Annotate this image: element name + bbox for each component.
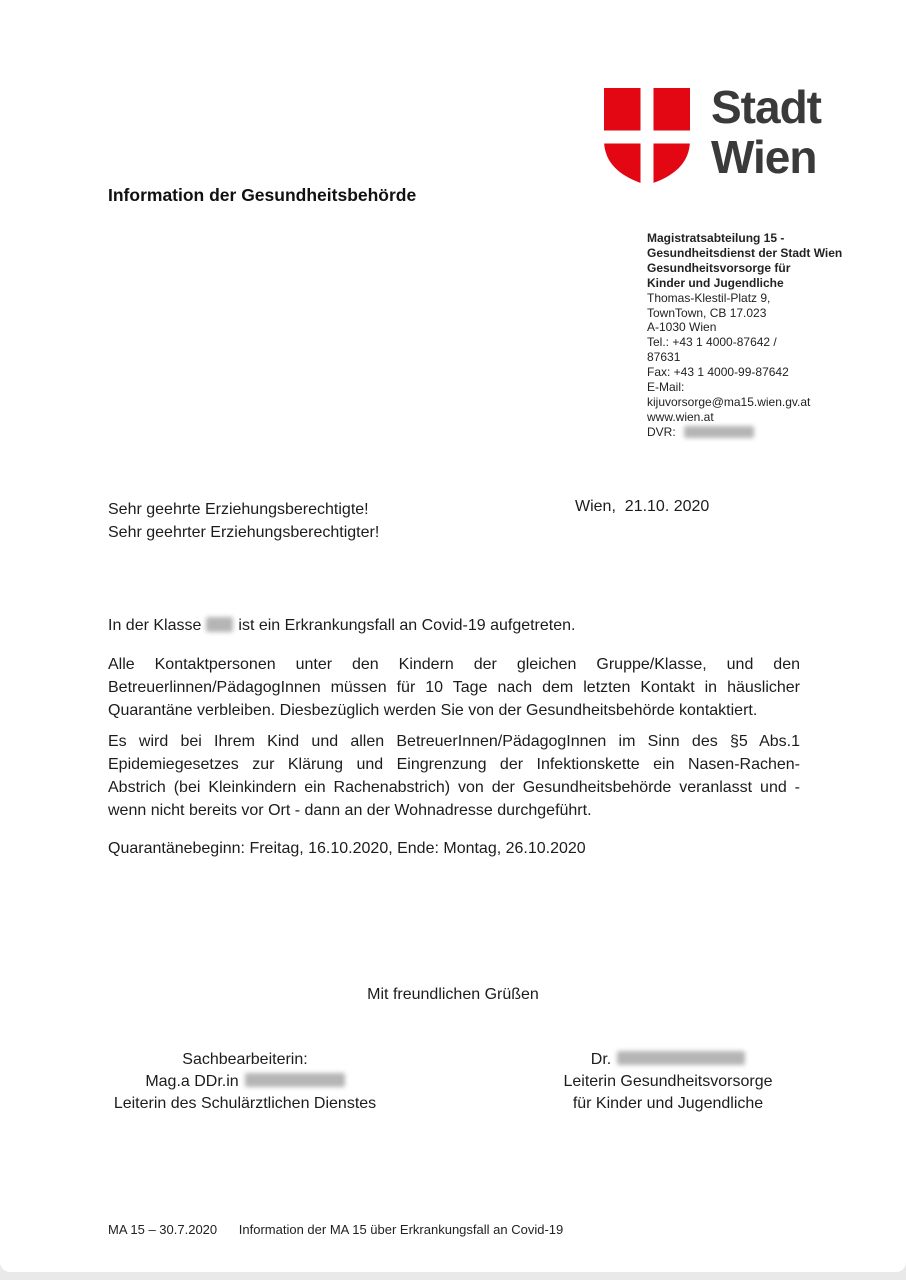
salutation-line: Sehr geehrte Erziehungsberechtigte!: [108, 501, 369, 518]
signature-block-left: [99, 1049, 391, 1115]
case-notice-prefix: In der Klasse: [108, 617, 202, 634]
salutation-line: Sehr geehrter Erziehungsberechtigter!: [108, 524, 380, 541]
paragraph-case-notice: [108, 614, 800, 637]
sender-email-label: E-Mail:: [647, 380, 685, 395]
sender-address-line: Thomas-Klestil-Platz 9,: [647, 290, 771, 305]
logo-wordmark-line1: Stadt: [711, 81, 821, 133]
case-notice-suffix: ist ein Erkrankungsfall an Covid-19 aufgetreten.: [238, 617, 576, 634]
paragraph-line: Betreuerlinnen/PädagogInnen müssen für 10 Tage nach dem letzten Kontakt in häuslicher: [108, 679, 800, 696]
signature-name-prefix: Mag.a DDr.in: [145, 1073, 239, 1090]
class-name-redaction: [206, 617, 233, 632]
sender-address-line: TownTown, CB 17.023: [647, 305, 767, 320]
paragraph-line: Abstrich (bei Kleinkindern ein Rachenabstrich) von der Gesundheitsbehörde veranlasst und -: [108, 779, 800, 796]
paragraph-line: Quarantäne verbleiben. Diesbezüglich werden Sie von der Gesundheitsbehörde kontaktiert.: [108, 702, 758, 719]
paragraph-line: Epidemiegesetzes zur Klärung und Eingrenzung der Infektionskette ein Nasen-Rachen-: [108, 756, 800, 773]
paragraph-quarantine-dates: Quarantänebeginn: Freitag, 16.10.2020, Ende: Montag, 26.10.2020: [108, 840, 586, 857]
salutation: [108, 498, 379, 544]
footer-reference: MA 15 – 30.7.2020: [108, 1222, 218, 1237]
paragraph-testing: [108, 730, 800, 822]
sender-phone-line: 87631: [647, 350, 681, 365]
signature-name-redaction: [617, 1051, 745, 1065]
signature-block-right: [522, 1049, 814, 1115]
footer-line: [108, 1222, 563, 1237]
sender-fax-line: Fax: +43 1 4000-99-87642: [647, 365, 789, 380]
signature-name-prefix: Dr.: [590, 1051, 612, 1068]
page-title: Information der Gesundheitsbehörde: [108, 185, 417, 205]
place-and-date: Wien, 21.10. 2020: [575, 498, 710, 515]
signature-name-redaction: [245, 1073, 345, 1087]
logo-wordmark-line2: Wien: [711, 131, 817, 183]
sender-dept-line: Gesundheitsvorsorge für: [647, 260, 791, 275]
logo-wordmark: [711, 82, 821, 182]
signature-title: Leiterin des Schulärztlichen Dienstes: [113, 1095, 377, 1112]
paragraph-quarantine-contacts: [108, 653, 800, 722]
sender-email-address: kijuvorsorge@ma15.wien.gv.at: [647, 394, 811, 409]
sender-website: www.wien.at: [647, 409, 714, 424]
signature-title: für Kinder und Jugendliche: [572, 1095, 764, 1112]
dvr-redaction: [684, 426, 754, 438]
paragraph-line: Es wird bei Ihrem Kind und allen BetreuerInnen/PädagogInnen im Sinn des §5 Abs.1: [108, 733, 800, 750]
paragraph-line: wenn nicht bereits vor Ort - dann an der Wohnadresse durchgeführt.: [108, 802, 592, 819]
sender-dept-line: Gesundheitsdienst der Stadt Wien: [647, 245, 843, 260]
signature-title: Leiterin Gesundheitsvorsorge: [563, 1073, 773, 1090]
dvr-label: DVR:: [647, 424, 676, 439]
signature-name-line: [522, 1049, 814, 1071]
signature-role: Sachbearbeiterin:: [182, 1051, 308, 1068]
sender-dept-line: Kinder und Jugendliche: [647, 275, 784, 290]
closing-formula: Mit freundlichen Grüßen: [367, 986, 539, 1003]
footer-subject: Information der MA 15 über Erkrankungsfall an Covid-19: [238, 1222, 564, 1237]
paragraph-line: Alle Kontaktpersonen unter den Kindern der gleichen Gruppe/Klasse, und den: [108, 656, 800, 673]
sender-phone-line: Tel.: +43 1 4000-87642 /: [647, 335, 777, 350]
shield-cross-horizontal: [604, 131, 690, 144]
signature-name-line: [99, 1071, 391, 1093]
sender-dvr-line: [647, 425, 877, 440]
sender-block: [647, 231, 877, 440]
sender-address-line: A-1030 Wien: [647, 320, 717, 335]
sender-dept-line: Magistratsabteilung 15 -: [647, 231, 785, 245]
wien-shield-icon: [604, 88, 690, 185]
